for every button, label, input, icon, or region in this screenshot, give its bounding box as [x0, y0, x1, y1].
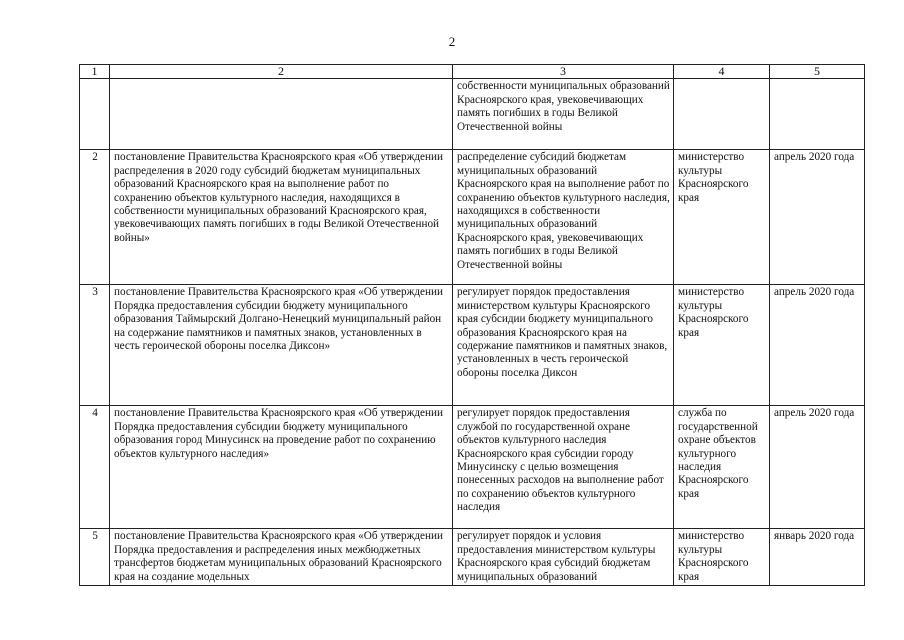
- deadline: апрель 2020 года: [770, 285, 865, 406]
- document-title: постановление Правительства Красноярского края «Об утверждении Порядка предоставления субсидии бюджету муниципального образования город Минусинск на проведение работ по сохранению объектов культурного наследия»: [110, 406, 453, 529]
- document-title: [110, 79, 453, 150]
- table-header-row: [80, 65, 865, 79]
- deadline: апрель 2020 года: [770, 150, 865, 285]
- responsible-body: министерство культуры Красноярского края: [674, 529, 770, 586]
- row-number: 3: [80, 285, 110, 406]
- document-title: постановление Правительства Красноярского края «Об утверждении Порядка предоставления субсидии бюджету муниципального образования Таймырский Долгано-Ненецкий муниципальный район на содержание памятников и памятных знаков, установленных в честь героической обороны поселка Диксон»: [110, 285, 453, 406]
- responsible-body: министерство культуры Красноярского края: [674, 150, 770, 285]
- page-number: 2: [448, 34, 456, 49]
- header-col-2: 2: [110, 65, 453, 79]
- deadline: [770, 79, 865, 150]
- responsible-body: министерство культуры Красноярского края: [674, 285, 770, 406]
- responsible-body: [674, 79, 770, 150]
- table-row: [80, 79, 865, 150]
- document-description: регулирует порядок предоставления службой по государственной охране объектов культурного наследия Красноярского края субсидии городу Минусинску с целью возмещения понесенных расходов на выполнение работ по сохранению объектов культурного наследия: [453, 406, 674, 529]
- document-description: распределение субсидий бюджетам муниципальных образований Красноярского края на выполнение работ по сохранению объектов культурного наследия, находящихся в собственности муниципальных образований Красноярского края, увековечивающих память погибших в годы Великой Отечественной войны: [453, 150, 674, 285]
- row-number: 2: [80, 150, 110, 285]
- table-row: [80, 150, 865, 285]
- plan-table: [79, 64, 865, 586]
- responsible-body: служба по государственной охране объектов культурного наследия Красноярского края: [674, 406, 770, 529]
- table-row: [80, 529, 865, 586]
- document-description: регулирует порядок и условия предоставления министерством культуры Красноярского края субсидий бюджетам муниципальных образований: [453, 529, 674, 586]
- row-number: [80, 79, 110, 150]
- row-number: 5: [80, 529, 110, 586]
- table-row: [80, 285, 865, 406]
- row-number: 4: [80, 406, 110, 529]
- document-title: постановление Правительства Красноярского края «Об утверждении распределения в 2020 году субсидий бюджетам муниципальных образований Красноярского края на выполнение работ по сохранению объектов культурного наследия, находящихся в собственности муниципальных образований Красноярского края, увековечивающих память погибших в годы Великой Отечественной войны»: [110, 150, 453, 285]
- header-col-5: 5: [770, 65, 865, 79]
- header-col-3: 3: [453, 65, 674, 79]
- document-title: постановление Правительства Красноярского края «Об утверждении Порядка предоставления и распределения иных межбюджетных трансфертов бюджетам муниципальных образований Красноярского края на создание модельных: [110, 529, 453, 586]
- table-row: [80, 406, 865, 529]
- document-description: регулирует порядок предоставления министерством культуры Красноярского края субсидии бюджету муниципального образования Красноярского края на содержание памятников и памятных знаков, установленных в честь героической обороны поселка Диксон: [453, 285, 674, 406]
- header-col-4: 4: [674, 65, 770, 79]
- document-description: собственности муниципальных образований Красноярского края, увековечивающих память погибших в годы Великой Отечественной войны: [453, 79, 674, 150]
- deadline: январь 2020 года: [770, 529, 865, 586]
- deadline: апрель 2020 года: [770, 406, 865, 529]
- header-col-1: 1: [80, 65, 110, 79]
